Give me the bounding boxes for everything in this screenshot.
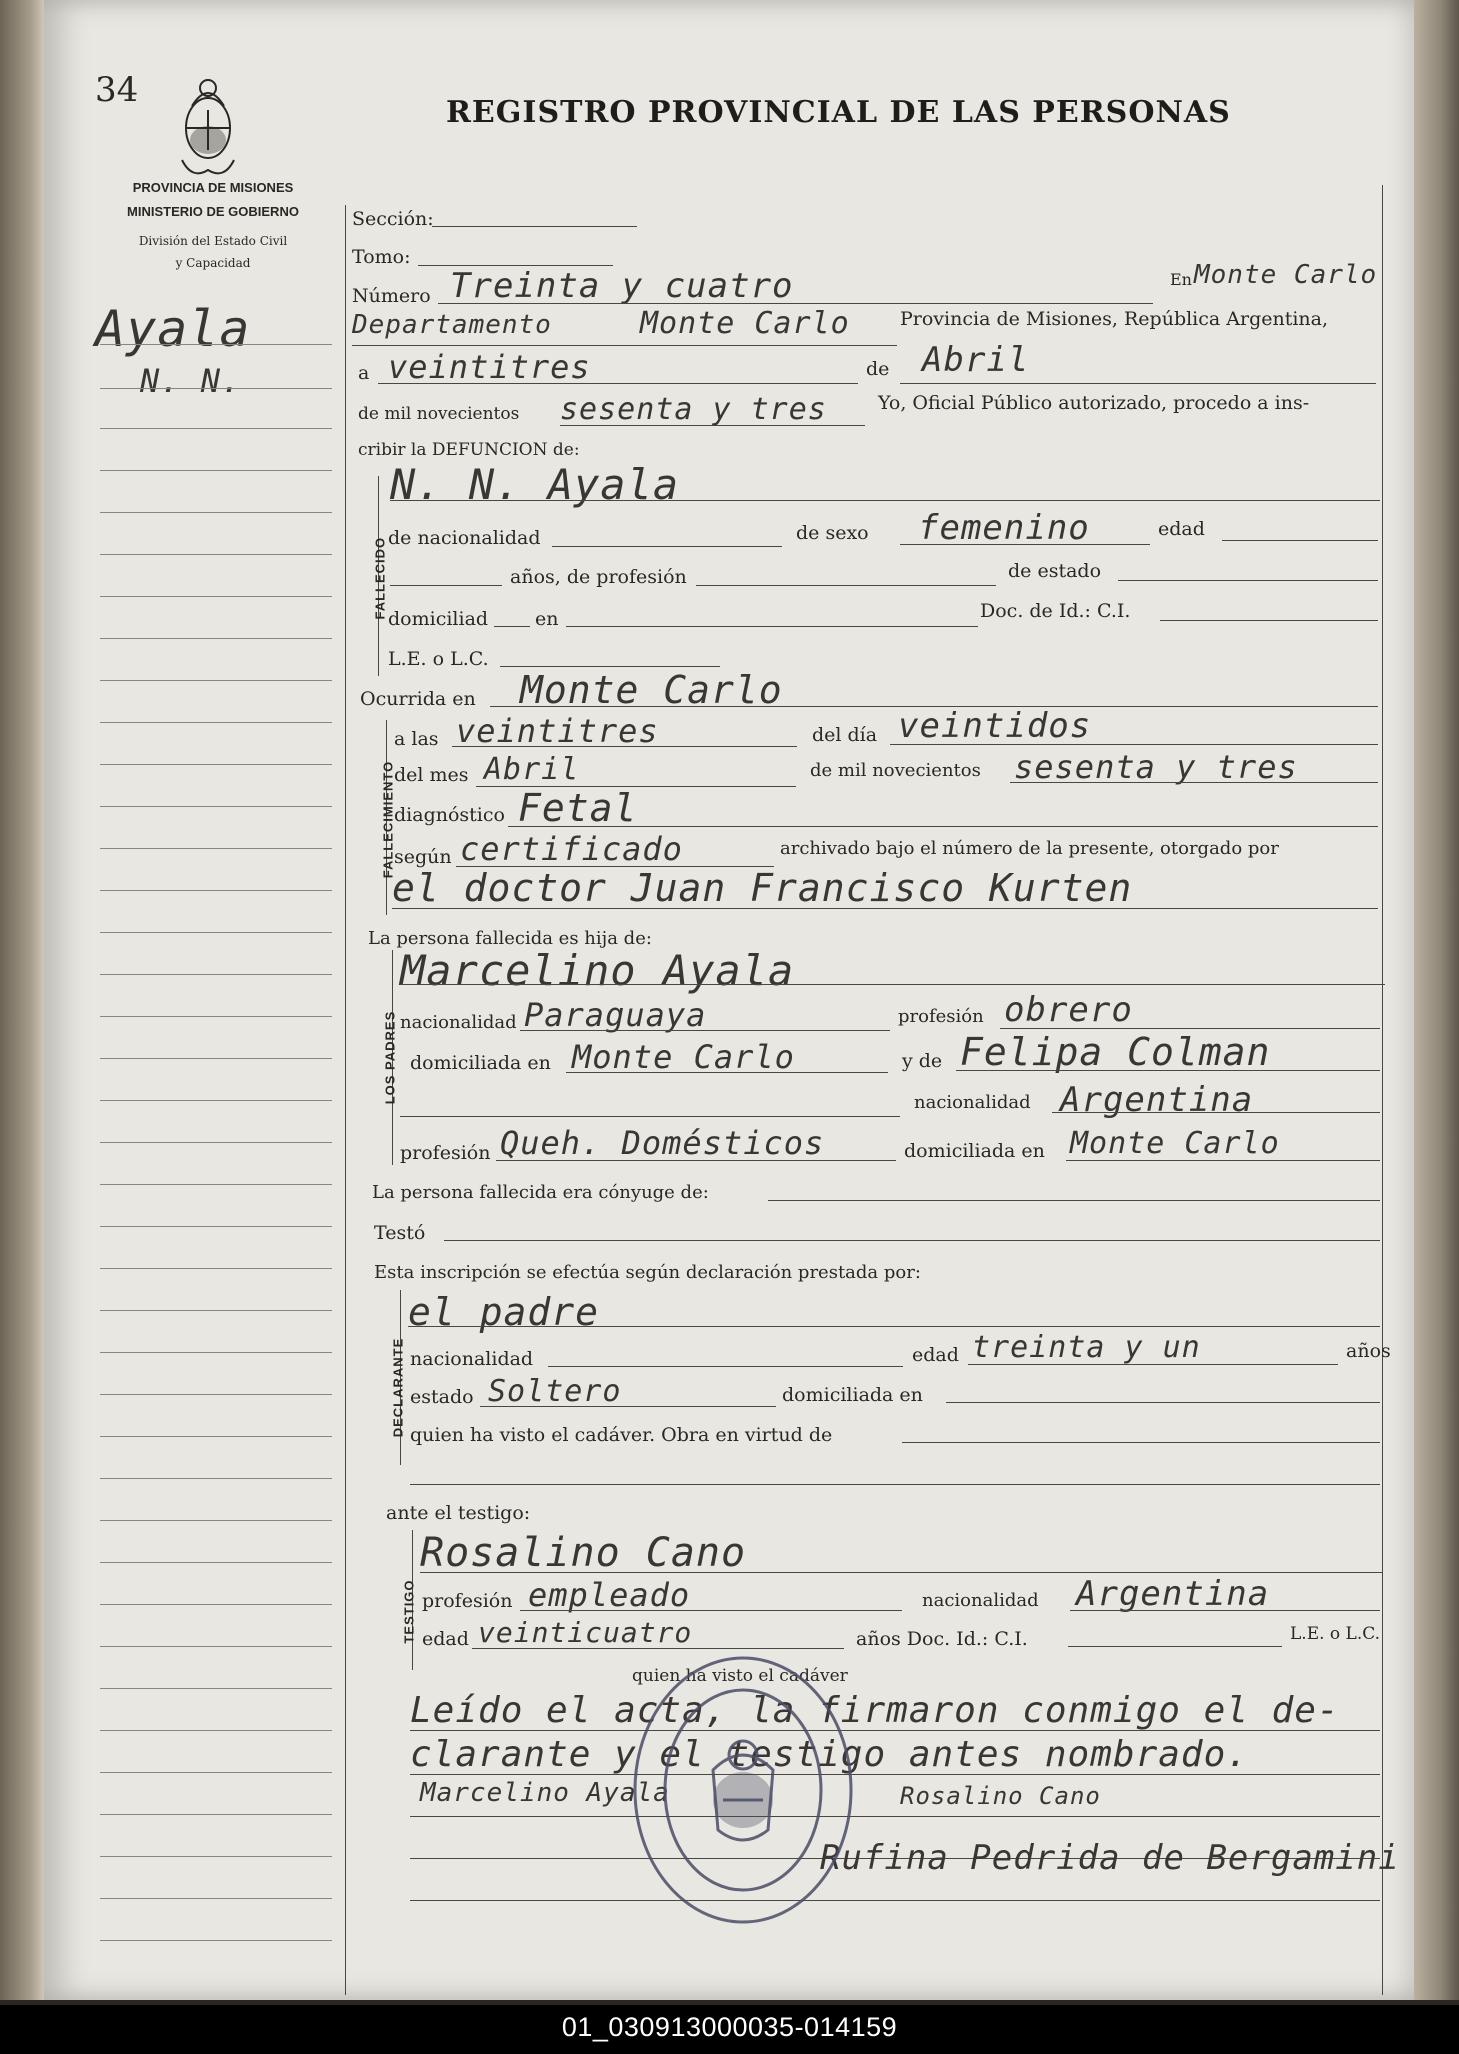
declarante-domiciliada-label: domiciliada en (782, 1384, 923, 1406)
declarante-nombre: el padre (408, 1290, 600, 1334)
testigo-nacionalidad-label: nacionalidad (922, 1590, 1039, 1611)
fallecido-nombre: N. N. Ayala (390, 460, 680, 509)
provincia-text: Provincia de Misiones, República Argentina, (900, 308, 1329, 330)
hija-text: La persona fallecida es hija de: (368, 928, 652, 949)
numero-value: Treinta y cuatro (450, 266, 794, 306)
mil-label: de mil novecientos (810, 760, 981, 781)
official-stamp-icon (628, 1650, 858, 1930)
madre-nacionalidad-value: Argentina (1060, 1080, 1254, 1120)
anio-value: sesenta y tres (560, 392, 827, 427)
padre-profesion-value: obrero (1004, 990, 1133, 1030)
declarante-edad-label: edad (912, 1344, 959, 1366)
book-page-edge-right (1414, 0, 1459, 2000)
a-las-label: a las (394, 728, 439, 750)
madre-domiciliada-value: Monte Carlo (1070, 1126, 1280, 1161)
doctor-value: el doctor Juan Francisco Kurten (392, 866, 1133, 910)
dia-value: veintitres (388, 348, 591, 386)
conyuge-text: La persona fallecida era cónyuge de: (372, 1182, 709, 1203)
org-line-ministry: MINISTERIO DE GOBIERNO (127, 204, 299, 219)
inscripcion-text: Esta inscripción se efectúa según declaración prestada por: (374, 1262, 921, 1283)
madre-profesion-label: profesión (400, 1142, 491, 1164)
padre-nacionalidad-label: nacionalidad (400, 1012, 517, 1033)
testigo-profesion-label: profesión (422, 1590, 513, 1612)
del-mes-label: del mes (394, 764, 469, 786)
declarante-estado-label: estado (410, 1386, 474, 1408)
signature-declarante: Marcelino Ayala (420, 1778, 670, 1808)
ocurrida-label: Ocurrida en (360, 688, 476, 710)
form-right-border (1382, 185, 1383, 1995)
page-number: 34 (95, 70, 139, 110)
padre-domiciliada-value: Monte Carlo (572, 1038, 795, 1076)
numero-label: Número (352, 285, 431, 307)
fallecimiento-section-label: FALLECIMIENTO (380, 760, 396, 879)
fallecido-le-lc-label: L.E. o L.C. (388, 648, 489, 670)
org-line-capacity: y Capacidad (175, 256, 251, 270)
ocurrida-value: Monte Carlo (520, 668, 783, 712)
margin-surname: Ayala (95, 300, 251, 358)
ante-testigo-text: ante el testigo: (386, 1502, 531, 1524)
departamento-value: Monte Carlo (640, 306, 850, 341)
de-label: de (866, 358, 890, 380)
en-value: Monte Carlo (1194, 260, 1378, 290)
madre-profesion-value: Queh. Domésticos (500, 1124, 825, 1162)
padres-section-label: LOS PADRES (382, 1010, 398, 1105)
margin-name: N. N. (140, 362, 242, 400)
fallecido-en-label: en (535, 608, 559, 630)
diagnostico-value: Fetal (518, 786, 638, 830)
testigo-section-label: TESTIGO (401, 1579, 417, 1644)
fallecido-domiciliad-label: domiciliad (388, 608, 489, 630)
mil-value: sesenta y tres (1014, 748, 1298, 786)
anio-label: de mil novecientos (358, 404, 520, 424)
org-line-division: División del Estado Civil (138, 234, 288, 248)
signature-oficial: Rufina Pedrida de Bergamini (820, 1838, 1400, 1878)
madre-domiciliada-label: domiciliada en (904, 1140, 1045, 1162)
testigo-cadaver-text: quien ha visto el cadáver (632, 1666, 848, 1686)
coat-of-arms-icon (172, 70, 244, 182)
segun-value: certificado (460, 830, 683, 868)
fallecido-doc-label: Doc. de Id.: C.I. (980, 600, 1131, 622)
segun-label: según (394, 846, 452, 868)
departamento-label: Departamento (352, 310, 552, 340)
padre-nacionalidad-value: Paraguaya (524, 996, 707, 1034)
form-left-border (345, 205, 346, 1995)
del-dia-label: del día (812, 724, 878, 746)
document-title: REGISTRO PROVINCIAL DE LAS PERSONAS (446, 95, 1231, 130)
oficial-text: Yo, Oficial Público autorizado, procedo a ins- (878, 392, 1310, 414)
testigo-le-lc-label: L.E. o L.C. (1290, 1624, 1381, 1644)
declarante-edad-value: treinta y un (972, 1330, 1201, 1365)
testigo-profesion-value: empleado (528, 1576, 691, 1614)
declarante-estado-value: Soltero (488, 1374, 622, 1409)
mes-value: Abril (922, 340, 1030, 380)
testigo-nombre: Rosalino Cano (420, 1530, 747, 1576)
padre-value: Marcelino Ayala (400, 946, 795, 995)
seccion-label: Sección: (352, 208, 434, 230)
a-las-value: veintitres (456, 712, 659, 750)
declarante-cadaver-text: quien ha visto el cadáver. Obra en virtud de (410, 1424, 833, 1446)
closing-line-1: Leído el acta, la firmaron conmigo el de- (410, 1690, 1340, 1731)
padre-domiciliada-label: domiciliada en (410, 1052, 551, 1074)
signature-testigo: Rosalino Cano (900, 1782, 1101, 1810)
fallecido-nacionalidad-label: de nacionalidad (388, 527, 541, 549)
y-de-label: y de (902, 1050, 943, 1072)
book-binding-left (0, 0, 44, 2000)
fallecido-section-label: FALLECIDO (372, 536, 388, 620)
declarante-section-label: DECLARANTE (390, 1337, 406, 1438)
footer-document-id: 01_030913000035-014159 (561, 2012, 898, 2042)
fallecido-sexo-label: de sexo (796, 522, 869, 544)
madre-value: Felipa Colman (960, 1030, 1271, 1074)
fallecido-sexo-value: femenino (918, 508, 1090, 548)
fallecido-estado-label: de estado (1008, 560, 1102, 582)
testigo-edad-label: edad (422, 1628, 469, 1650)
tomo-label: Tomo: (352, 246, 411, 268)
fallecido-edad-label: edad (1158, 518, 1205, 540)
del-dia-value: veintidos (898, 706, 1092, 746)
cribir-text: cribir la DEFUNCION de: (358, 440, 580, 460)
testo-text: Testó (374, 1222, 426, 1244)
testigo-anios-doc-label: años Doc. Id.: C.I. (856, 1628, 1028, 1650)
org-line-province: PROVINCIA DE MISIONES (132, 180, 294, 195)
declarante-nacionalidad-label: nacionalidad (410, 1348, 534, 1370)
madre-nacionalidad-label: nacionalidad (914, 1092, 1031, 1113)
del-mes-value: Abril (484, 752, 580, 787)
closing-line-2: clarante y el testigo antes nombrado. (410, 1734, 1249, 1775)
fallecido-anios-label: años, de profesión (510, 566, 687, 588)
testigo-nacionalidad-value: Argentina (1076, 1574, 1270, 1614)
archivado-text: archivado bajo el número de la presente, otorgado por (780, 838, 1279, 859)
padre-profesion-label: profesión (898, 1006, 984, 1027)
a-label: a (358, 362, 370, 384)
en-label: En (1170, 270, 1192, 289)
declarante-anios-label: años (1346, 1340, 1391, 1362)
diagnostico-label: diagnóstico (394, 804, 505, 826)
testigo-edad-value: veinticuatro (478, 1616, 693, 1649)
